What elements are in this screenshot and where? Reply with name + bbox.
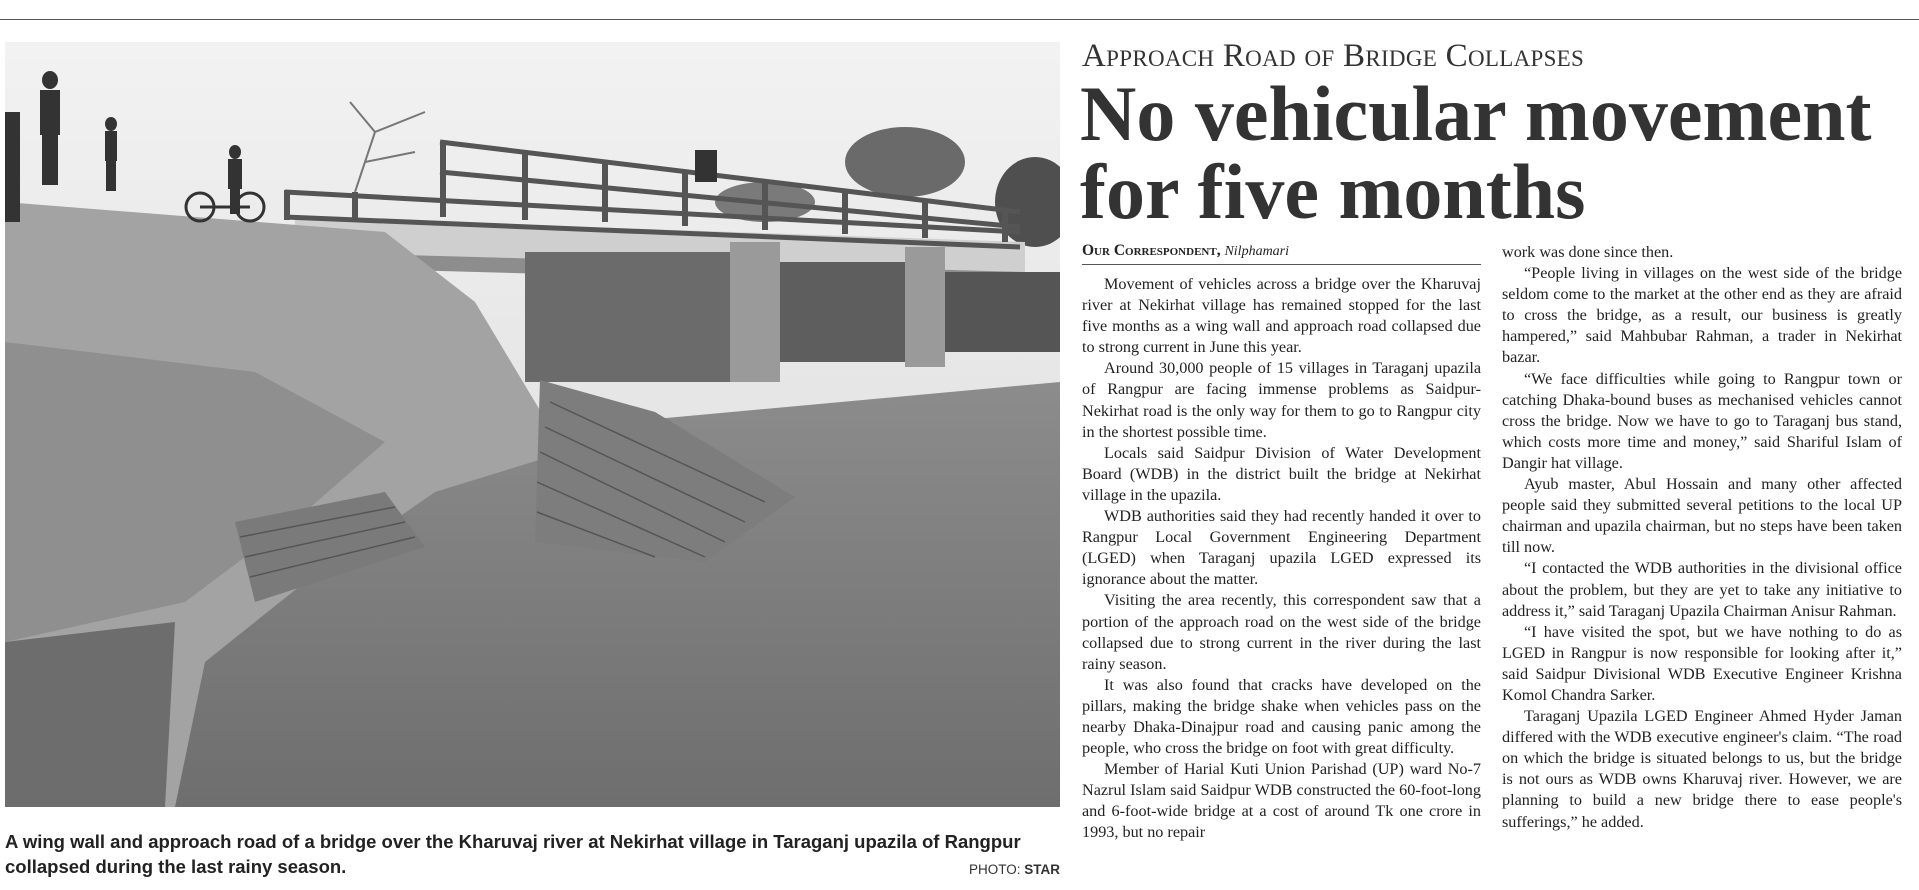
paragraph-continued: work was done since then. <box>1502 243 1674 261</box>
paragraph: It was also found that cracks have developed on the pillars, making the bridge shake when vehicles pass on the nearby Dhaka-Dinajpur road and causing panic among the people, who cross the bridge on foot with great difficulty. <box>1082 675 1481 758</box>
byline-name: Our Correspondent, <box>1082 242 1221 259</box>
article-kicker: Approach Road of Bridge Collapses <box>1082 38 1585 74</box>
byline <box>1082 242 1481 265</box>
top-rule <box>0 19 1919 20</box>
article-headline: No vehicular movement for five months <box>1080 70 1872 235</box>
paragraph: Taraganj Upazila LGED Engineer Ahmed Hyder Jaman differed with the WDB executive engineer's claim. “The road on which the bridge is situated belongs to us, but the bridge is not ours as WDB owns Kharuvaj river. However, we are planning to build a new bridge there to ease people's sufferings,” he added. <box>1502 707 1902 831</box>
paragraph: Visiting the area recently, this correspondent saw that a portion of the approach road on the west side of the bridge collapsed due to strong current in the river during the last rainy season. <box>1082 591 1481 673</box>
bridge-photo <box>5 42 1060 807</box>
article-column-1 <box>1082 274 1481 844</box>
paragraph: “People living in villages on the west side of the bridge seldom come to the market at the other end as they are afraid to cross the bridge, as a result, our business is greatly hampered,” said Mahbubar Rahman, a trader in Nekirhat bazar. <box>1502 264 1902 367</box>
byline-place: Nilphamari <box>1224 244 1290 259</box>
paragraph: Around 30,000 people of 15 villages in Taraganj upazila of Rangpur are facing immense problems as Saidpur-Nekirhat road is the only way for them to go to Rangpur city in the shortest possible time. <box>1082 359 1481 441</box>
paragraph: Member of Harial Kuti Union Parishad (UP) ward No-7 Nazrul Islam said Saidpur WDB constructed the 60-foot-long and 6-foot-wide bridge at a cost of around Tk one crore in 1993, but no repair <box>1082 760 1481 842</box>
photo-caption: A wing wall and approach road of a bridge over the Kharuvaj river at Nekirhat village in Taraganj upazila of Rangpur collapsed during the last rainy season. <box>5 831 1021 877</box>
paragraph: Ayub master, Abul Hossain and many other affected people said they submitted several petitions to the local UP chairman and upazila chairman, but no steps have been taken till now. <box>1502 475 1902 557</box>
paragraph: “I contacted the WDB authorities in the divisional office about the problem, but they are yet to take any initiative to address it,” said Taraganj Upazila Chairman Anisur Rahman. <box>1502 559 1902 620</box>
photo-credit-source: STAR <box>1024 862 1060 877</box>
paragraph: “We face difficulties while going to Rangpur town or catching Dhaka-bound buses as mechanised vehicles cannot cross the bridge. Now we have to go to Taraganj bus stand, which costs more time and money,” said Shariful Islam of Dangir hat village. <box>1502 369 1902 472</box>
paragraph: WDB authorities said they had recently handed it over to Rangpur Local Government Engineering Department (LGED) when Taraganj upazila LGED expressed its ignorance about the matter. <box>1082 507 1481 589</box>
paragraph: Locals said Saidpur Division of Water Development Board (WDB) in the district built the bridge at Nekirhat village in the upazila. <box>1082 443 1481 504</box>
article-column-2 <box>1502 242 1902 833</box>
paragraph: “I have visited the spot, but we have nothing to do as LGED in Rangpur is now responsible for looking after it,” said Saidpur Divisional WDB Executive Engineer Krishna Komol Chandra Sarker. <box>1502 622 1902 704</box>
photo-credit-label: PHOTO: <box>968 862 1025 877</box>
paragraph: Movement of vehicles across a bridge over the Kharuvaj river at Nekirhat village has remained stopped for the last five months as a wing wall and approach road collapsed due to strong current in June this year. <box>1082 275 1481 357</box>
photo-credit <box>969 862 1060 877</box>
